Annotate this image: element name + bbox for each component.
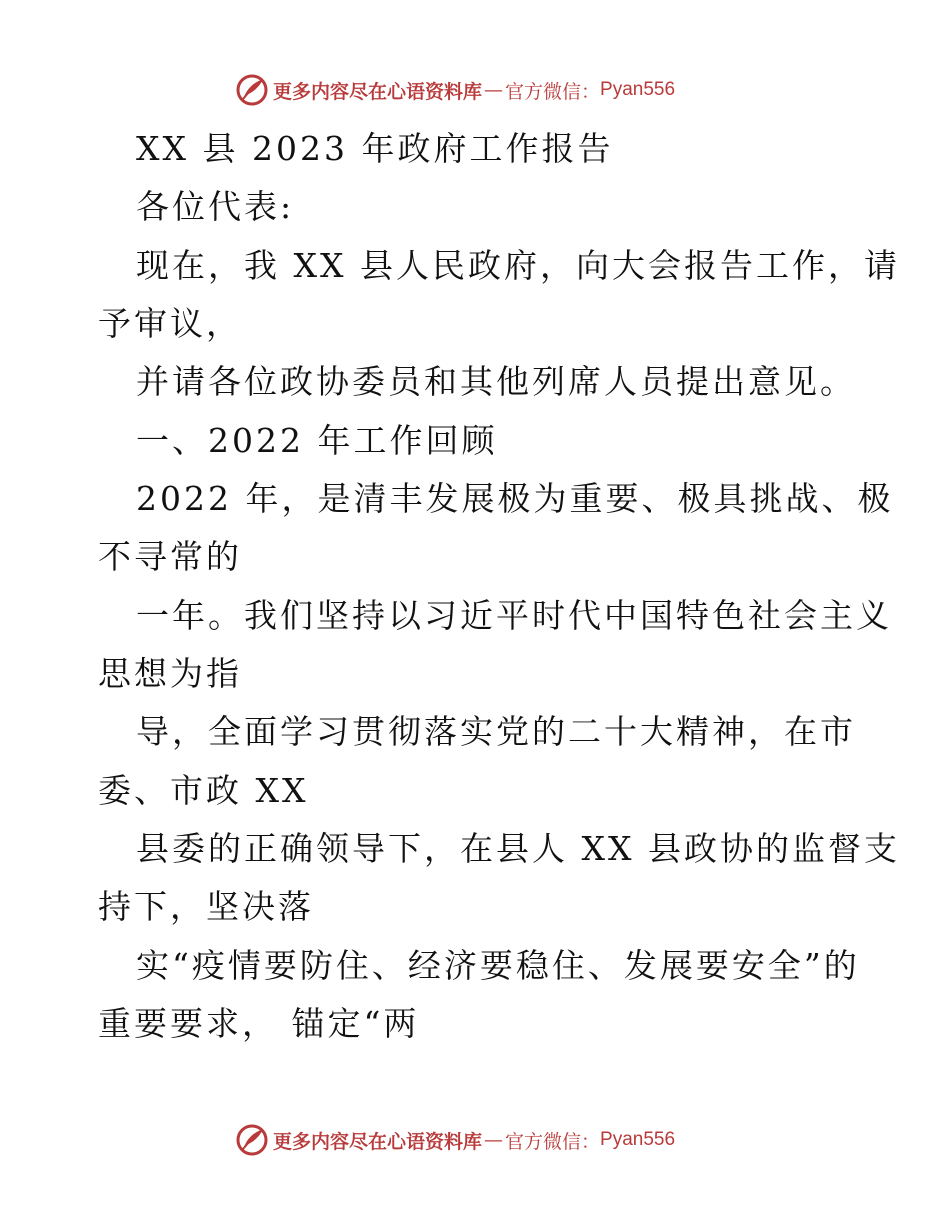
document-title: XX 县 2023 年政府工作报告 [136,129,614,168]
paragraph-line: 2022 年，是清丰发展极为重要、极具挑战、极 [136,479,894,518]
paragraph-line: 县委的正确领导下，在县人 XX 县政协的监督支 [136,829,900,868]
watermark-header [235,72,675,108]
paragraph-line: 并请各位政协委员和其他列席人员提出意见。 [136,362,856,401]
watermark-label: 官方微信： [505,80,601,103]
watermark-id: Pyan556 [600,79,676,100]
watermark-footer [235,1122,675,1158]
watermark-main-text: 更多内容尽在心语资料库 [273,1130,483,1153]
watermark-main-text: 更多内容尽在心语资料库 [273,80,483,103]
quill-logo-icon [235,1123,269,1157]
paragraph-line: 实“疫情要防住、经济要稳住、发展要安全”的 [136,946,860,985]
paragraph-line: 不寻常的 [98,537,242,576]
salutation: 各位代表: [136,187,295,226]
paragraph-line: 持下，坚决落 [98,887,314,926]
watermark-id: Pyan556 [600,1129,676,1150]
quill-logo-icon [235,73,269,107]
paragraph-line: 重要要求， 锚定“两 [98,1004,420,1043]
paragraph-line: 委、市政 XX [98,771,309,810]
watermark-dash: — [484,79,504,101]
watermark-dash: — [484,1129,504,1151]
paragraph-line: 一年。我们坚持以习近平时代中国特色社会主义 [136,596,892,635]
paragraph-line: 予审议， [98,304,242,343]
paragraph-line: 思想为指 [98,654,242,693]
paragraph-line: 导，全面学习贯彻落实党的二十大精神，在市 [136,712,856,751]
paragraph-line: 现在，我 XX 县人民政府，向大会报告工作，请 [136,246,900,285]
section-heading: 一、2022 年工作回顾 [136,421,498,460]
watermark-label: 官方微信： [505,1130,601,1153]
